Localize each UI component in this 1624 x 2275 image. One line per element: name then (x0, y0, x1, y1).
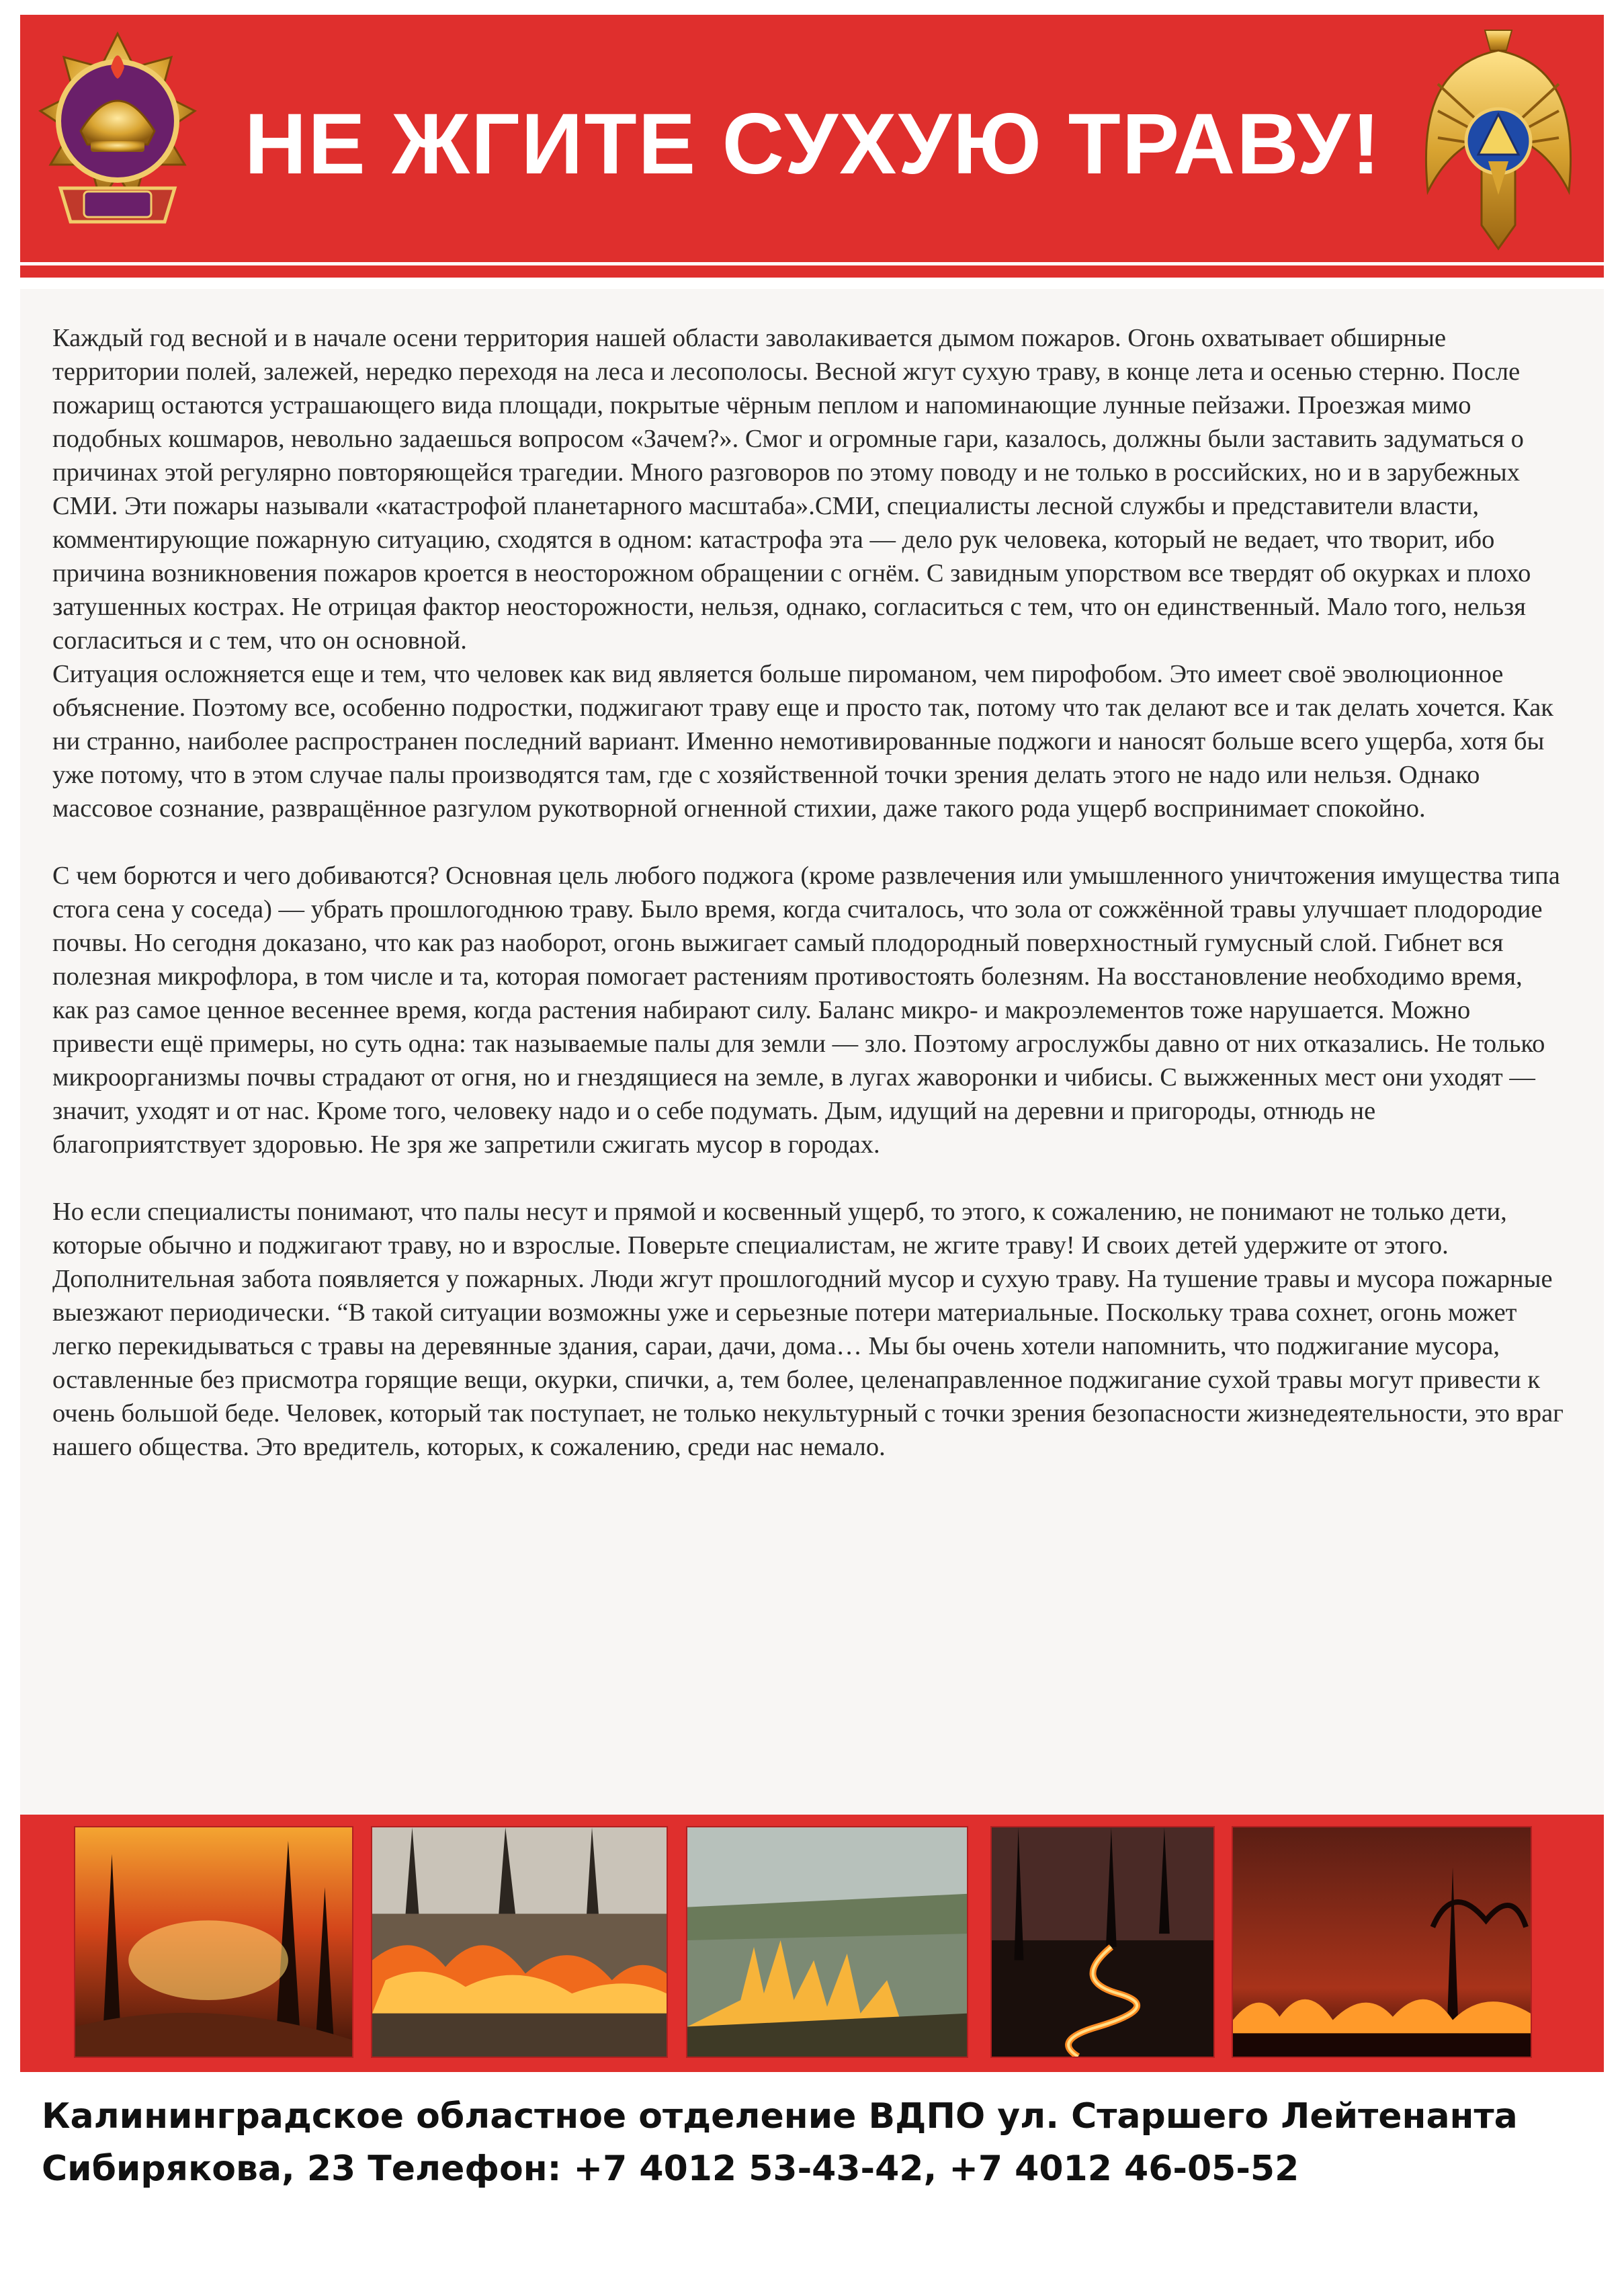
page-title: НЕ ЖГИТЕ СУХУЮ ТРАВУ! (244, 96, 1382, 192)
forest-fire-photo (74, 1826, 353, 2058)
article-paragraph: Каждый год весной и в начале осени территория нашей области заволакивается дымом пожаров. Огонь охватывает обширные территории полей, залежей, нередко переходя на леса и лесополосы. Весной жгут сухую траву, в конце лета и осенью стерню. После пожарищ остаются устрашающего вида площади, покрытые чёрным пеплом и напоминающие лунные пейзажи. Проезжая мимо подобных кошмаров, невольно задаешься вопросом «Зачем?». Смог и огромные гари, казалось, должны были заставить задуматься о причинах этой регулярно повторяющейся трагедии. Много разговоров по этому поводу и не только в российских, но и в зарубежных СМИ. Эти пожары называли «катастрофой планетарного масштаба».СМИ, специалисты лесной службы и представители власти, комментирующие пожарную ситуацию, сходятся в одном: катастрофа эта — дело рук человека, который не ведает, что творит, ибо причина возникновения пожаров кроется в неосторожном обращении с огнём. С завидным упорством все твердят об окурках и плохо затушенных кострах. Не отрицая фактор неосторожности, нельзя, однако, согласиться с тем, что он единственный. Мало того, нельзя согласиться и с тем, что он основной. (52, 324, 1531, 655)
article-paragraph: Дополнительная забота появляется у пожарных. Люди жгут прошлогодний мусор и сухую траву. На тушение травы и мусора пожарные выезжают периодически. “В такой ситуации возможны уже и серьезные потери материальные. Поскольку трава сохнет, огонь может легко перекидываться с травы на деревянные здания, сараи, дачи, дома… Мы бы очень хотели напомнить, что поджигание мусора, оставленные без присмотра горящие вещи, окурки, спички, а, тем более, целенаправленное поджигание сухой травы могут привести к очень большой беде. Человек, который так поступает, не только некультурный с точки зрения безопасности жизнедеятельности, это враг нашего общества. Это вредитель, которых, к сожалению, среди нас немало. (52, 1265, 1564, 1461)
header-stripe (20, 265, 1604, 278)
grass-fire-photo (686, 1826, 968, 2058)
contact-info (42, 2090, 1600, 2195)
burning-leaves-photo (371, 1826, 668, 2058)
article-paragraph: Ситуация осложняется еще и тем, что человек как вид является больше пироманом, чем пирофобом. Это имеет своё эволюционное объяснение. Поэтому все, особенно подростки, поджигают траву еще и просто так, потому что так делают все и так делать хочется. Как ни странно, наиболее распространен последний вариант. Именно немотивированные поджоги и наносят больше всего ущерба, хотя бы уже потому, что в этом случае палы производятся там, где с хозяйственной точки зрения делать этого не надо или нельзя. Однако массовое сознание, развращённое разгулом рукотворной огненной стихии, даже такого рода ущерб воспринимает спокойно. (52, 660, 1554, 823)
article-paragraph: С чем борются и чего добиваются? Основная цель любого поджога (кроме развлечения или умышленного уничтожения имущества типа стога сена у соседа) — убрать прошлогоднюю траву. Было время, когда считалось, что зола от сожжённой травы улучшает плодородие почвы. Но сегодня доказано, что как раз наоборот, огонь выжигает самый плодородный поверхностный гумусный слой. Гибнет вся полезная микрофлора, в том числе и та, которая помогает растениям противостоять болезням. На восстановление необходимо время, как раз самое ценное весеннее время, когда растения набирают силу. Баланс микро- и макроэлементов тоже нарушается. Можно привести ещё примеры, но суть одна: так называемые палы для земли — зло. Поэтому агрослужбы давно от них отказались. Не только микроорганизмы почвы страдают от огня, но и гнездящиеся на земле, в лугах жаворонки и чибисы. С выжженных мест они уходят — значит, уходят и от нас. Кроме того, человеку надо и о себе подумать. Дым, идущий на деревни и пригороды, отнюдь не благоприятствует здоровью. Не зря же запретили сжигать мусор в городах. (52, 862, 1560, 1159)
article-body (52, 321, 1564, 1464)
burning-field-photo (1232, 1826, 1532, 2058)
contact-phone-line: Сибирякова, 23 Телефон: +7 4012 53-43-42, +7 4012 46-05-52 (42, 2149, 1299, 2189)
paragraph-gap (52, 1161, 1564, 1195)
contact-address-line: Калининградское областное отделение ВДПО ул. Старшего Лейтенанта (42, 2096, 1518, 2137)
article-paragraph: Но если специалисты понимают, что палы несут и прямой и косвенный ущерб, то этого, к сожалению, не понимают не только дети, которые обычно и поджигают траву, но и взрослые. Поверьте специалистам, не жгите траву! И своих детей удержите от этого. (52, 1198, 1507, 1259)
night-fire-line-photo (990, 1826, 1215, 2058)
vdpo-emblem-icon (34, 30, 202, 242)
paragraph-gap (52, 825, 1564, 859)
mchs-eagle-emblem-icon (1418, 24, 1579, 252)
